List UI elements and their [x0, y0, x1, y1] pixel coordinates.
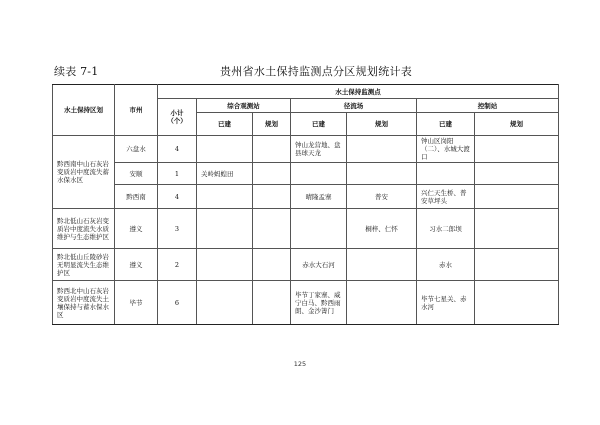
control-planned-cell — [475, 185, 559, 209]
header-region: 水土保持区划 — [53, 85, 115, 136]
runoff-planned-cell — [347, 163, 417, 185]
header-runoff-plot: 径流场 — [291, 99, 417, 113]
runoff-built-cell: 毕节丁家寨、威宁白马、黔西雨朗、金沙箐门 — [291, 281, 347, 325]
control-built-cell: 赤水 — [417, 249, 475, 281]
control-planned-cell — [475, 281, 559, 325]
comp-planned-cell — [253, 249, 291, 281]
city-cell: 六盘水 — [115, 136, 158, 163]
table-row — [53, 185, 559, 209]
city-cell: 毕节 — [115, 281, 158, 325]
comp-planned-cell — [253, 209, 291, 249]
runoff-built-cell — [291, 209, 347, 249]
header-control-station: 控制站 — [417, 99, 559, 113]
city-cell: 黔西南 — [115, 185, 158, 209]
runoff-built-cell: 晴隆孟寨 — [291, 185, 347, 209]
table-row — [53, 281, 559, 325]
comp-built-cell — [197, 185, 253, 209]
runoff-planned-cell: 普安 — [347, 185, 417, 209]
runoff-planned-cell — [347, 249, 417, 281]
header-comp-built: 已建 — [197, 113, 253, 136]
page-number: 125 — [293, 360, 307, 368]
runoff-built-cell: 赤水大石河 — [291, 249, 347, 281]
comp-built-cell — [197, 281, 253, 325]
subtotal-cell: 4 — [158, 136, 197, 163]
table-row — [53, 249, 559, 281]
subtotal-cell: 1 — [158, 163, 197, 185]
comp-built-cell: 关岭蚂蝗田 — [197, 163, 253, 185]
comp-built-cell — [197, 249, 253, 281]
runoff-built-cell — [291, 163, 347, 185]
subtotal-cell: 6 — [158, 281, 197, 325]
statistics-table-container — [52, 84, 558, 325]
city-cell: 遵义 — [115, 209, 158, 249]
runoff-planned-cell: 桐梓、仁怀 — [347, 209, 417, 249]
subtotal-cell: 3 — [158, 209, 197, 249]
city-cell: 遵义 — [115, 249, 158, 281]
table-row — [53, 163, 559, 185]
monitoring-points-table — [52, 84, 559, 325]
region-cell: 黔北低山丘陵砂岩无明显流失生态维护区 — [53, 249, 115, 281]
region-cell: 黔北低山石灰岩变质岩中度流失水质维护与生态维护区 — [53, 209, 115, 249]
control-built-cell: 毕节七星关、赤水河 — [417, 281, 475, 325]
table-number: 续表 7-1 — [54, 65, 99, 78]
comp-planned-cell — [253, 281, 291, 325]
comp-planned-cell — [253, 163, 291, 185]
control-planned-cell — [475, 249, 559, 281]
region-cell: 黔西北中山石灰岩变质岩中度流失土壤保持与蓄水保水区 — [53, 281, 115, 325]
header-city: 市州 — [115, 85, 158, 136]
control-built-cell — [417, 163, 475, 185]
comp-planned-cell — [253, 136, 291, 163]
runoff-built-cell: 钟山龙营地、盘县球天龙 — [291, 136, 347, 163]
comp-planned-cell — [253, 185, 291, 209]
table-title: 贵州省水土保持监测点分区规划统计表 — [220, 65, 413, 78]
city-cell: 安顺 — [115, 163, 158, 185]
header-runoff-planned: 规划 — [347, 113, 417, 136]
comp-built-cell — [197, 209, 253, 249]
control-built-cell: 钟山区岗阳（二）、水城大渡口 — [417, 136, 475, 163]
header-control-built: 已建 — [417, 113, 475, 136]
control-built-cell: 兴仁天生桥、普安草坪头 — [417, 185, 475, 209]
table-row — [53, 136, 559, 163]
header-comp-planned: 规划 — [253, 113, 291, 136]
subtotal-cell: 2 — [158, 249, 197, 281]
runoff-planned-cell — [347, 281, 417, 325]
header-subtotal: 小计 （个） — [158, 99, 197, 136]
table-row — [53, 209, 559, 249]
comp-built-cell — [197, 136, 253, 163]
region-cell: 黔西南中山石灰岩变质岩中度流失蓄水保水区 — [53, 136, 115, 209]
control-planned-cell — [475, 209, 559, 249]
header-monitoring-points: 水土保持监测点 — [158, 85, 559, 99]
control-built-cell: 习水二郎坝 — [417, 209, 475, 249]
runoff-planned-cell — [347, 136, 417, 163]
control-planned-cell — [475, 136, 559, 163]
header-comprehensive-station: 综合观测站 — [197, 99, 291, 113]
header-control-planned: 规划 — [475, 113, 559, 136]
control-planned-cell — [475, 163, 559, 185]
header-runoff-built: 已建 — [291, 113, 347, 136]
subtotal-cell: 4 — [158, 185, 197, 209]
